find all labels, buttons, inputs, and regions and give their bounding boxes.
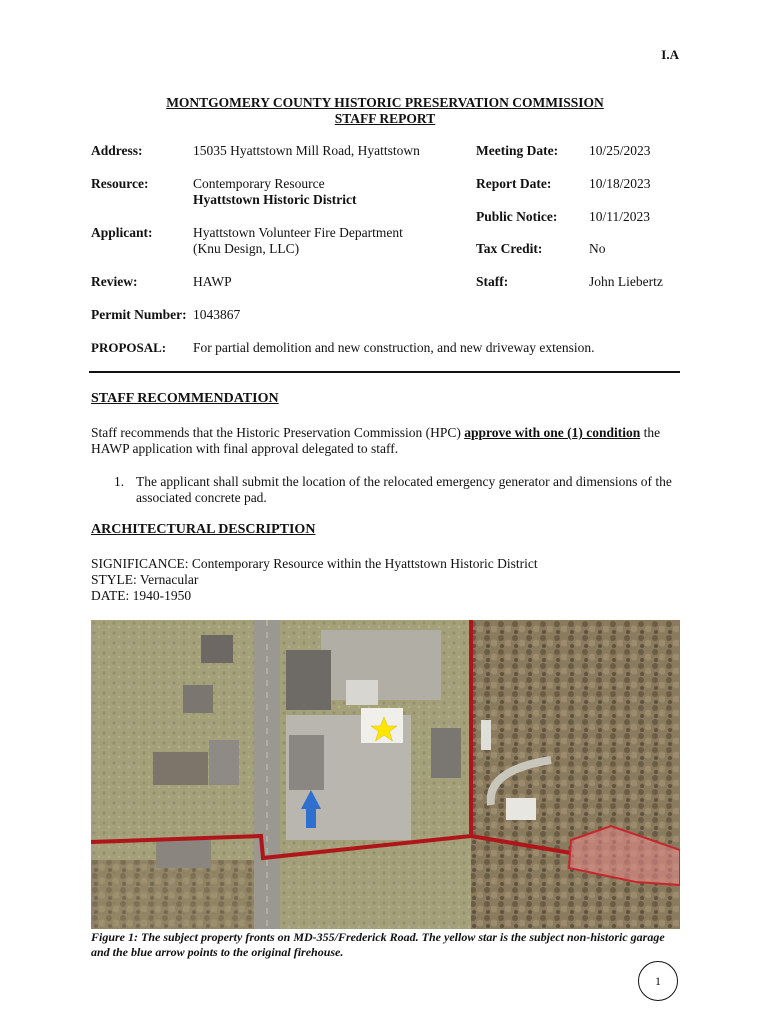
aerial-map-figure — [91, 620, 680, 929]
figure-caption: Figure 1: The subject property fronts on MD-355/Frederick Road. The yellow star is the subject non-historic garage and the blue arrow points to the original firehouse. — [91, 930, 665, 959]
page-number: 1 — [638, 961, 678, 1001]
review-value: HAWP — [193, 274, 232, 289]
style-line: STYLE: Vernacular — [91, 572, 199, 587]
wooded-area-south — [91, 860, 271, 929]
report-date-value: 10/18/2023 — [589, 176, 651, 191]
building — [286, 650, 331, 710]
frederick-road — [254, 620, 280, 929]
report-subtitle: STAFF REPORT — [334, 111, 436, 126]
address-label: Address: — [91, 143, 143, 158]
review-label: Review: — [91, 274, 138, 289]
resource-label: Resource: — [91, 176, 149, 191]
public-notice-value: 10/11/2023 — [589, 209, 651, 224]
permit-label: Permit Number: — [91, 307, 187, 322]
architectural-description-heading: ARCHITECTURAL DESCRIPTION — [91, 522, 316, 537]
staff-label: Staff: — [476, 274, 509, 289]
aerial-map — [91, 620, 680, 929]
address-value: 15035 Hyattstown Mill Road, Hyattstown — [193, 143, 420, 158]
proposal-value: For partial demolition and new construction, and new driveway extension. — [193, 340, 595, 355]
applicant-label: Applicant: — [91, 225, 153, 240]
firehouse-building — [289, 735, 324, 790]
applicant-firm: (Knu Design, LLC) — [193, 241, 300, 256]
report-date-label: Report Date: — [476, 176, 552, 191]
tax-credit-value: No — [589, 241, 606, 256]
page-id: I.A — [661, 47, 679, 62]
meeting-date-value: 10/25/2023 — [589, 143, 651, 158]
resource-value: Contemporary Resource — [193, 176, 325, 191]
resource-district: Hyattstown Historic District — [193, 192, 357, 207]
recommendation-emphasis: approve with one (1) condition — [464, 425, 641, 440]
permit-value: 1043867 — [193, 307, 241, 322]
condition-number: 1. — [114, 474, 125, 489]
staff-value: John Liebertz — [589, 274, 663, 289]
report-title: MONTGOMERY COUNTY HISTORIC PRESERVATION COMMISSION — [166, 95, 604, 110]
section-divider — [89, 371, 680, 373]
meeting-date-label: Meeting Date: — [476, 143, 559, 158]
public-notice-label: Public Notice: — [476, 209, 558, 224]
condition-text: The applicant shall submit the location of the relocated emergency generator and dimensions of the associated concrete pad. — [136, 474, 672, 505]
staff-recommendation-heading: STAFF RECOMMENDATION — [91, 391, 279, 406]
date-line: DATE: 1940-1950 — [91, 588, 192, 603]
recommendation-paragraph: Staff recommends that the Historic Preservation Commission (HPC) approve with one (1) condition the HAWP application with final approval delegated to staff. — [91, 425, 661, 456]
tax-credit-label: Tax Credit: — [476, 241, 543, 256]
proposal-label: PROPOSAL: — [91, 340, 167, 355]
applicant-value: Hyattstown Volunteer Fire Department — [193, 225, 403, 240]
significance-line: SIGNIFICANCE: Contemporary Resource within the Hyattstown Historic District — [91, 556, 538, 571]
